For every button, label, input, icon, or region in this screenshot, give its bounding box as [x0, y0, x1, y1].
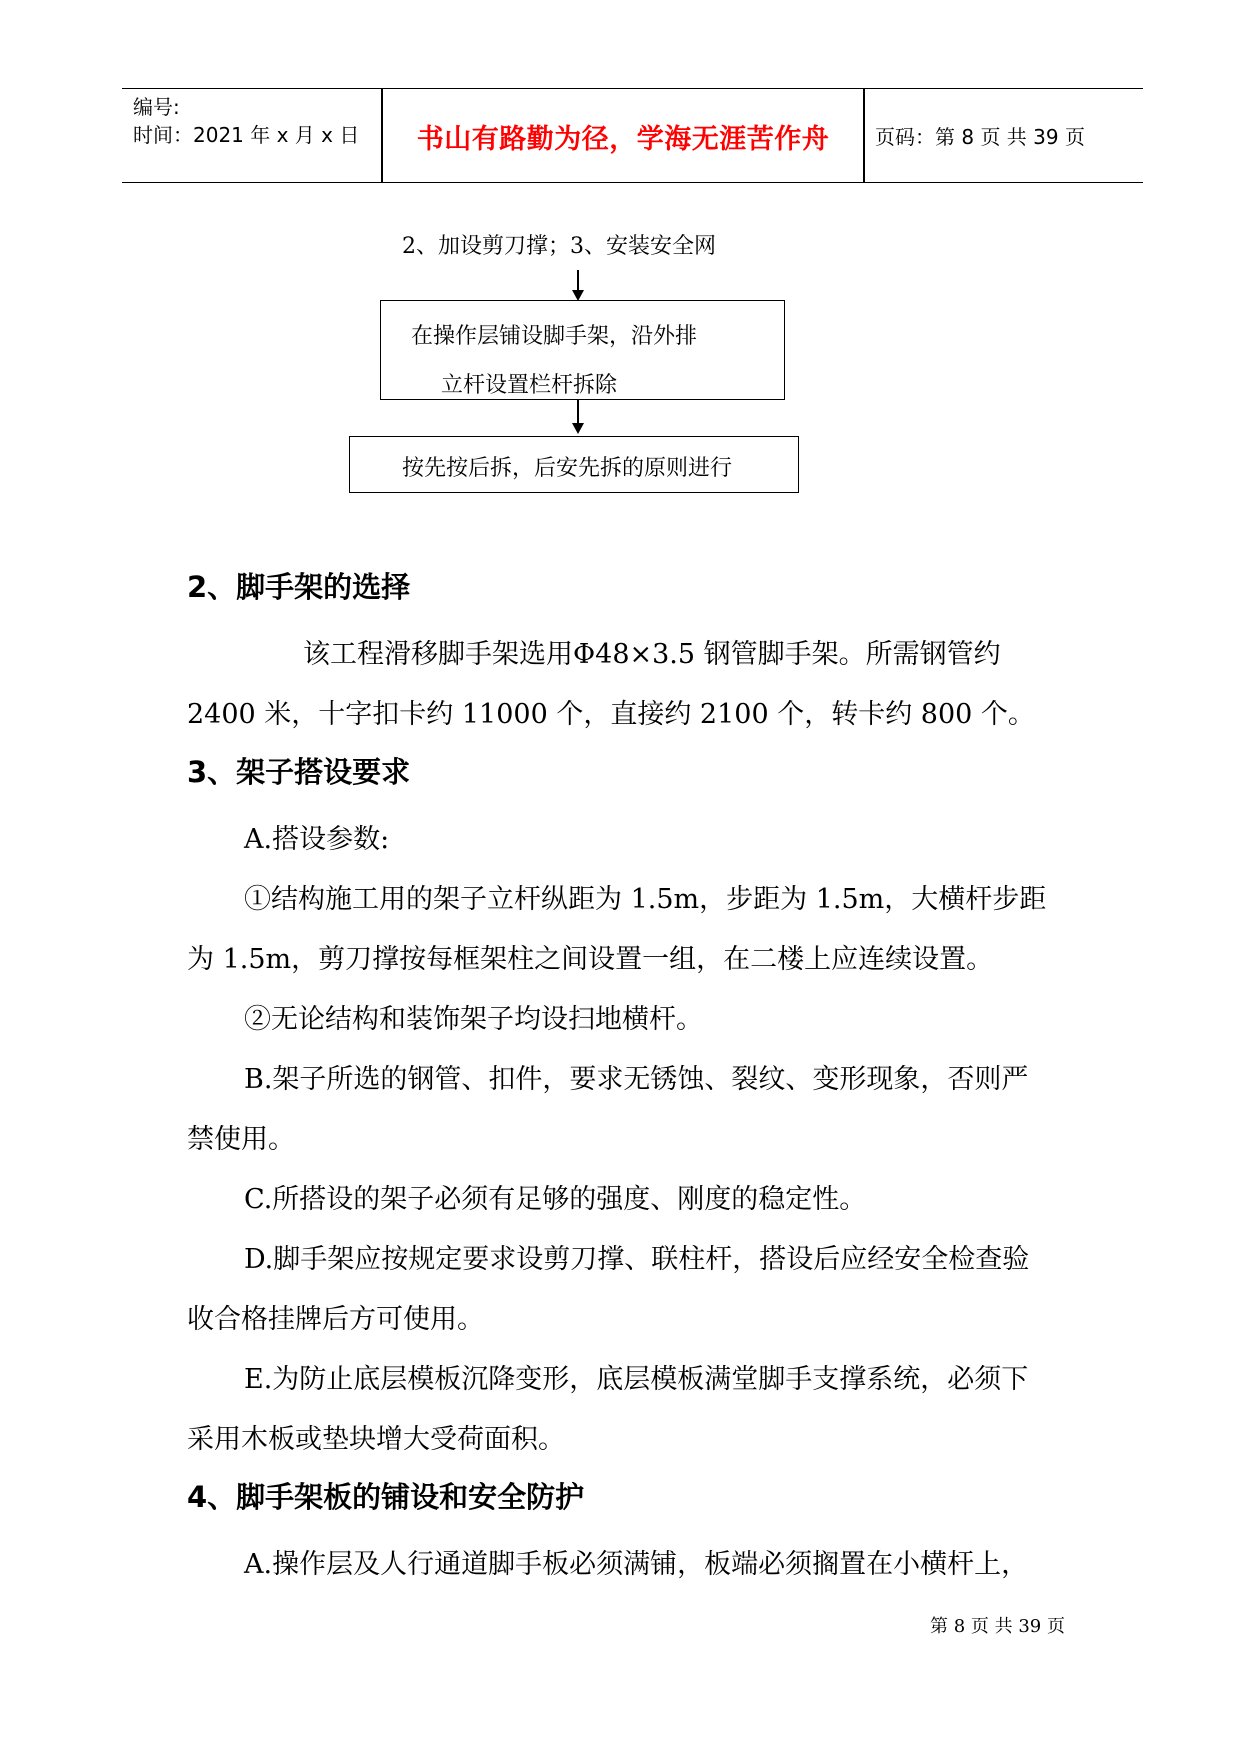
paragraph-line: C.所搭设的架子必须有足够的强度、刚度的稳定性。 — [244, 1184, 867, 1215]
flow-box-scaffold — [380, 300, 785, 400]
paragraph-line: 2400 米，十字扣卡约 11000 个，直接约 2100 个，转卡约 800 个。 — [187, 699, 1035, 730]
paragraph-line: ②无论结构和装饰架子均设扫地横杆。 — [244, 1004, 703, 1035]
paragraph-line: B.架子所选的钢管、扣件，要求无锈蚀、裂纹、变形现象，否则严 — [244, 1064, 1029, 1095]
flow-arrow-head — [572, 423, 584, 434]
flow-box-line: 在操作层铺设脚手架，沿外排 — [411, 324, 698, 349]
section-heading: 2、脚手架的选择 — [187, 570, 411, 604]
paragraph-line: 禁使用。 — [187, 1124, 295, 1155]
paragraph-line: ①结构施工用的架子立杆纵距为 1.5m，步距为 1.5m，大横杆步距 — [244, 884, 1047, 915]
paragraph-line: 为 1.5m，剪刀撑按每框架柱之间设置一组，在二楼上应连续设置。 — [187, 944, 994, 975]
paragraph-line: D.脚手架应按规定要求设剪刀撑、联柱杆，搭设后应经安全检查验 — [244, 1244, 1030, 1275]
header-meta — [133, 93, 359, 149]
header-time-label: 时间：2021 年 x 月 x 日 — [133, 123, 360, 147]
flow-arrow-line — [577, 400, 579, 423]
flow-box-principle — [349, 436, 799, 493]
page-footer: 第 8 页 共 39 页 — [930, 1616, 1065, 1637]
flow-box-line: 按先按后拆，后安先拆的原则进行 — [402, 456, 733, 481]
paragraph-line: A.搭设参数: — [244, 824, 390, 855]
header-divider — [863, 89, 865, 182]
page-header — [122, 88, 1143, 183]
paragraph-line: E.为防止底层模板沉降变形，底层模板满堂脚手支撑系统，必须下 — [244, 1364, 1029, 1395]
flow-arrow-line — [577, 270, 579, 290]
header-number-label: 编号: — [133, 95, 180, 119]
paragraph-line: 收合格挂牌后方可使用。 — [187, 1304, 484, 1335]
section-heading: 4、脚手架板的铺设和安全防护 — [187, 1480, 585, 1514]
header-divider — [381, 89, 383, 182]
paragraph-line: A.操作层及人行通道脚手板必须满铺，板端必须搁置在小横杆上， — [244, 1549, 1029, 1580]
section-heading: 3、架子搭设要求 — [187, 755, 411, 789]
flow-step-text: 2、加设剪刀撑；3、安装安全网 — [402, 234, 716, 259]
paragraph-line: 采用木板或垫块增大受荷面积。 — [187, 1424, 565, 1455]
header-page-info: 页码：第 8 页 共 39 页 — [875, 125, 1085, 149]
flow-box-line: 立杆设置栏杆拆除 — [441, 373, 618, 398]
paragraph-line: 该工程滑移脚手架选用Φ48×3.5 钢管脚手架。所需钢管约 — [303, 639, 1001, 670]
header-motto: 书山有路勤为径，学海无涯苦作舟 — [416, 124, 830, 155]
